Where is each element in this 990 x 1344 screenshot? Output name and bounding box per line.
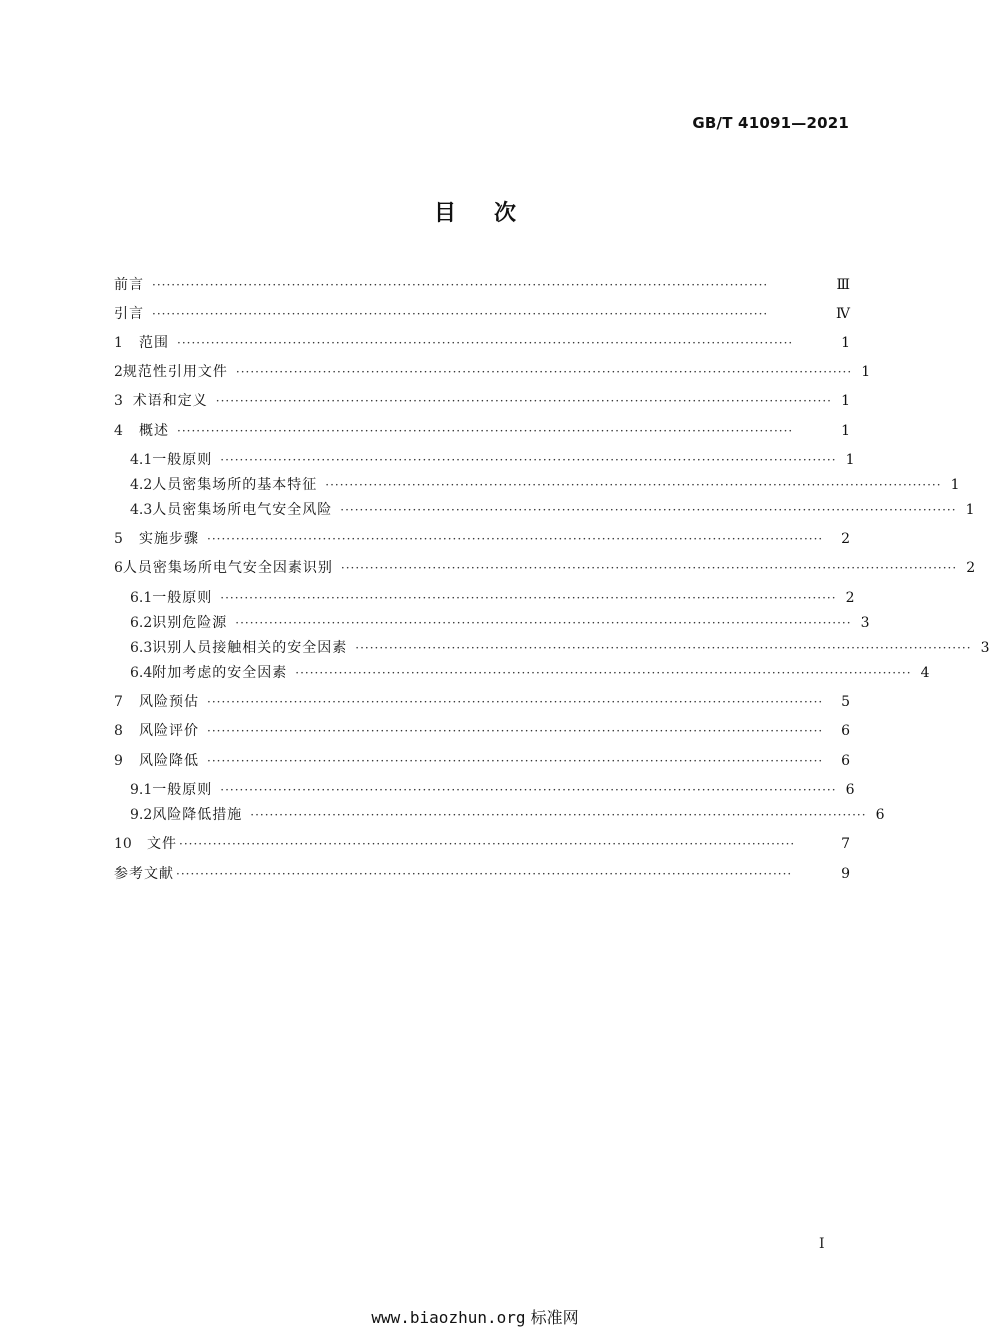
footer bbox=[0, 1305, 950, 1328]
toc-page: 6 bbox=[845, 782, 855, 798]
toc-number: 9.2 bbox=[130, 807, 153, 823]
footer-url[interactable]: www.biaozhun.org bbox=[371, 1308, 526, 1327]
page-title: 目次 bbox=[433, 201, 554, 226]
toc-number: 4.3 bbox=[130, 502, 153, 518]
toc-label: 规范性引用文件 bbox=[122, 364, 228, 380]
toc-label: 风险评价 bbox=[139, 723, 199, 739]
toc-page: 6 bbox=[841, 753, 850, 769]
toc-page: 2 bbox=[841, 531, 850, 547]
toc-leader: ································································································································ bbox=[176, 867, 793, 881]
toc-page: 1 bbox=[841, 423, 850, 439]
toc-entry-5[interactable] bbox=[114, 528, 850, 550]
toc-page: 5 bbox=[841, 694, 850, 710]
toc-label: 参考文献 bbox=[114, 866, 174, 882]
toc-label: 文件 bbox=[147, 836, 177, 852]
toc-entry-9-1[interactable] bbox=[130, 779, 855, 801]
toc-label: 一般原则 bbox=[152, 452, 213, 468]
toc-label: 识别人员接触相关的安全因素 bbox=[152, 640, 348, 656]
toc-number: 4.1 bbox=[130, 452, 153, 468]
toc-entry-8[interactable] bbox=[114, 720, 850, 742]
toc-page: 1 bbox=[950, 477, 960, 493]
toc-label: 实施步骤 bbox=[139, 531, 199, 547]
toc-entry-6-3[interactable] bbox=[130, 637, 990, 659]
toc-number: 8 bbox=[114, 723, 123, 739]
toc-leader: ································································································································ bbox=[235, 616, 852, 630]
toc-label: 引言 bbox=[114, 306, 144, 322]
toc-entry-4-1[interactable] bbox=[130, 449, 855, 471]
toc-label: 前言 bbox=[114, 277, 144, 293]
toc-number: 7 bbox=[114, 694, 123, 710]
toc-entry-references[interactable] bbox=[114, 863, 850, 885]
toc-leader: ································································································································ bbox=[152, 278, 769, 292]
toc-leader: ································································································································ bbox=[250, 808, 867, 822]
toc-entry-6[interactable] bbox=[114, 557, 976, 579]
toc-entry-6-2[interactable] bbox=[130, 612, 870, 634]
toc-page: 9 bbox=[841, 866, 850, 882]
toc-leader: ································································································································ bbox=[220, 453, 837, 467]
toc-page: 2 bbox=[966, 560, 976, 576]
toc-leader: ································································································································ bbox=[215, 394, 832, 408]
toc-number: 1 bbox=[114, 335, 123, 351]
footer-site-name: 标准网 bbox=[530, 1308, 579, 1327]
toc-leader: ································································································································ bbox=[340, 503, 957, 517]
toc-number: 2 bbox=[114, 364, 123, 380]
toc-page: 1 bbox=[841, 335, 850, 351]
toc-page: 1 bbox=[841, 393, 850, 409]
toc-page: Ⅲ bbox=[836, 277, 850, 293]
toc-number: 10 bbox=[114, 836, 132, 852]
toc-label: 识别危险源 bbox=[152, 615, 228, 631]
toc-label: 风险降低 bbox=[139, 753, 199, 769]
toc-leader: ································································································································ bbox=[177, 424, 794, 438]
toc-label: 人员密集场所电气安全风险 bbox=[152, 502, 333, 518]
toc-entry-4-2[interactable] bbox=[130, 474, 960, 496]
toc-label: 一般原则 bbox=[152, 782, 213, 798]
toc-label: 附加考虑的安全因素 bbox=[152, 665, 288, 681]
page-number: I bbox=[819, 1236, 825, 1252]
toc-leader: ································································································································ bbox=[177, 336, 794, 350]
toc-entry-9-2[interactable] bbox=[130, 804, 885, 826]
toc-number: 6.4 bbox=[130, 665, 153, 681]
toc-entry-foreword[interactable] bbox=[114, 274, 850, 296]
toc-number: 5 bbox=[114, 531, 123, 547]
toc-page: 1 bbox=[845, 452, 855, 468]
toc-page: 3 bbox=[980, 640, 990, 656]
toc-entry-9[interactable] bbox=[114, 750, 850, 772]
toc-number: 4 bbox=[114, 423, 123, 439]
toc-entry-6-1[interactable] bbox=[130, 587, 855, 609]
toc-entry-introduction[interactable] bbox=[114, 303, 850, 325]
toc-label: 概述 bbox=[139, 423, 169, 439]
toc-leader: ································································································································ bbox=[340, 561, 958, 575]
toc-entry-10[interactable] bbox=[114, 833, 850, 855]
toc-entry-2[interactable] bbox=[114, 361, 871, 383]
toc-page: 2 bbox=[845, 590, 855, 606]
toc-page: 6 bbox=[875, 807, 885, 823]
toc-page: 1 bbox=[861, 364, 871, 380]
toc-leader: ································································································································ bbox=[220, 591, 837, 605]
toc-number: 6 bbox=[114, 560, 123, 576]
toc-number: 6.2 bbox=[130, 615, 153, 631]
toc-label: 人员密集场所电气安全因素识别 bbox=[122, 560, 333, 576]
toc-label: 风险预估 bbox=[139, 694, 199, 710]
toc-leader: ································································································································ bbox=[152, 307, 769, 321]
toc-number: 6.1 bbox=[130, 590, 153, 606]
toc-number: 3 bbox=[114, 393, 123, 409]
standard-code: GB/T 41091—2021 bbox=[692, 114, 849, 132]
toc-leader: ································································································································ bbox=[207, 532, 824, 546]
toc-leader: ································································································································ bbox=[207, 724, 824, 738]
toc-entry-1[interactable] bbox=[114, 332, 850, 354]
toc-page: 4 bbox=[920, 665, 930, 681]
toc-leader: ································································································································ bbox=[207, 695, 824, 709]
toc-page: Ⅳ bbox=[836, 306, 850, 322]
toc-entry-4[interactable] bbox=[114, 420, 850, 442]
toc-label: 风险降低措施 bbox=[152, 807, 243, 823]
toc-page: 7 bbox=[841, 836, 850, 852]
toc-leader: ································································································································ bbox=[220, 783, 837, 797]
toc-label: 术语和定义 bbox=[132, 393, 208, 409]
toc-label: 范围 bbox=[139, 335, 169, 351]
toc-entry-6-4[interactable] bbox=[130, 662, 930, 684]
table-of-contents bbox=[114, 0, 990, 1344]
toc-leader: ································································································································ bbox=[295, 666, 912, 680]
toc-label: 一般原则 bbox=[152, 590, 213, 606]
toc-leader: ································································································································ bbox=[355, 641, 972, 655]
toc-number: 6.3 bbox=[130, 640, 153, 656]
toc-leader: ································································································································ bbox=[207, 754, 824, 768]
toc-leader: ································································································································ bbox=[235, 365, 853, 379]
toc-leader: ································································································································ bbox=[179, 837, 796, 851]
toc-number: 9 bbox=[114, 753, 123, 769]
toc-entry-7[interactable] bbox=[114, 691, 850, 713]
toc-entry-3[interactable] bbox=[114, 390, 850, 412]
toc-leader: ································································································································ bbox=[325, 478, 942, 492]
toc-page: 6 bbox=[841, 723, 850, 739]
toc-entry-4-3[interactable] bbox=[130, 499, 975, 521]
toc-page: 3 bbox=[860, 615, 870, 631]
toc-page: 1 bbox=[965, 502, 975, 518]
toc-label: 人员密集场所的基本特征 bbox=[152, 477, 318, 493]
toc-number: 9.1 bbox=[130, 782, 153, 798]
toc-number: 4.2 bbox=[130, 477, 153, 493]
